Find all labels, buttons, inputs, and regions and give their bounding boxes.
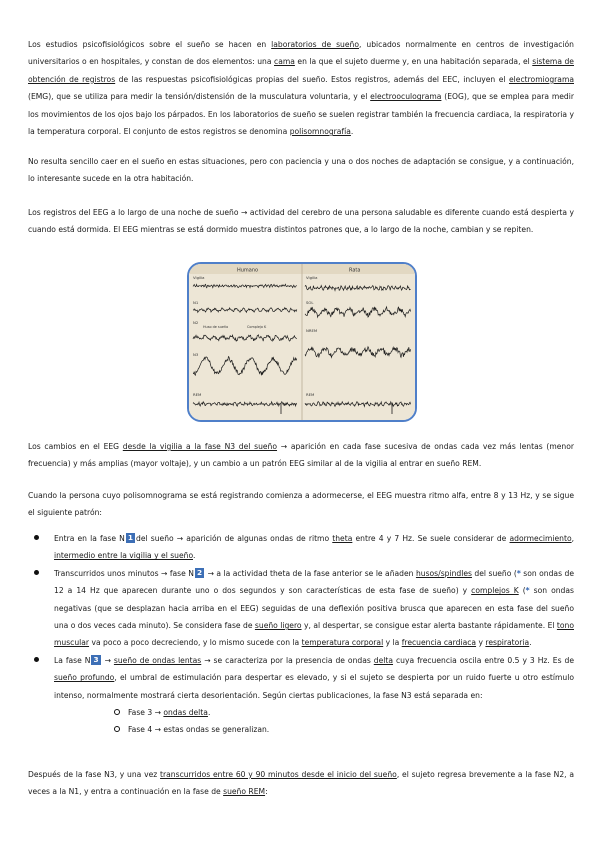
label-n2: N2 (193, 320, 199, 325)
label-vigilia: Vigilia (193, 275, 205, 280)
link-ondas-delta: ondas delta (163, 708, 208, 718)
paragraph-pattern-intro: Cuando la persona cuyo polisomnograma se está registrando comienza a adormecerse, el EEG muestra ritmo alfa, entre 8 y 13 Hz, y se sigue el siguiente patrón: (28, 491, 574, 518)
sublist-item-fase4: Fase 4 → estas ondas se generalizan. (54, 721, 574, 738)
n3-sublist (54, 704, 574, 739)
link-60-90-minutos: transcurridos entre 60 y 90 minutos desde el inicio del sueño (160, 770, 397, 779)
list-item-n3: La fase N 3 → sueño de ondas lentas → se caracteriza por la presencia de ondas delta cuya frecuencia oscila entre 0.5 y 3 Hz. Es de sueño profundo, el umbral de estimulación para despertar es elevado, y si el sujeto se despierta por un ruido fuerte u otro estímulo intenso, normalmente mostrará cierta desorientación. Según ciertas publicaciones, la fase N3 está separada en: Fase 3 → ondas delta. Fase 4 → estas ondas se generalizan. (28, 652, 574, 739)
paragraph-eeg-changes: Los cambios en el EEG desde la vigilia a la fase N3 del sueño → aparición en cada fase sucesiva de ondas cada vez más lentas (menor frecuencia) y más amplias (mayor voltaje), y un cambio a un patrón EEG similar al de la vigilia al entrar en sueño REM. (28, 442, 575, 469)
sublist-item-fase3: Fase 3 → ondas delta. (54, 704, 574, 721)
asterisk-icon: * (516, 568, 521, 578)
label-rat-nrem: NREM (306, 328, 318, 333)
paragraph-lab-studies: Los estudios psicofisiológicos sobre el sueño se hacen en laboratorios de sueño, ubicados normalmente en centros de investigación universitarios o en hospitales, y constan de dos elementos: una cama en la que el sujeto duerme y, en una habitación separada, el sistema de obtención de registros de las respuestas psicofisiológicas propias del sueño. Estos registros, además del EEC, incluyen el electromiograma (EMG), que se utiliza para medir la tensión/distensión de la musculatura voluntaria, y el electrooculograma (EOG), que se emplea para medir los movimientos de los ojos bajo los párpados. En los laboratorios de sueño se suelen registrar también la frecuencia cardiaca, la respiratoria y la temperatura corporal. El conjunto de estos registros se denomina polisomnografía. (28, 40, 574, 137)
paragraph-eeg-records: Los registros del EEG a lo largo de una noche de sueño → actividad del cerebro de una persona saludable es diferente cuando está despierta y cuando está dormida. El EEG mientras se está dormido muestra distintos patrones que, a lo largo de la noche, cambian y se repiten. (28, 208, 574, 235)
link-ondas-lentas: sueño de ondas lentas (113, 655, 202, 665)
link-vigilia-n3: desde la vigilia a la fase N3 del sueño (122, 442, 278, 451)
link-husos: husos/spindles (415, 568, 472, 578)
link-polisomnografia: polisomnografía (289, 127, 351, 137)
link-tono-muscular: tono muscular (54, 621, 574, 648)
list-item-n1: Entra en la fase N 1 del sueño → aparición de algunas ondas de ritmo theta entre 4 y 7 Hz. Se suele considerar de adormecimiento, intermedio entre la vigilia y el sueño. (28, 530, 574, 565)
paragraph-adaptation: No resulta sencillo caer en el sueño en estas situaciones, pero con paciencia y una o dos noches de adaptación se consigue, y a continuación, lo interesante sucede en la otra habitación. (28, 157, 574, 184)
label-n1: N1 (193, 300, 199, 305)
link-cama: cama (274, 57, 295, 67)
label-rat-rem: REM (306, 392, 315, 397)
label-rat-vigilia: Vigilia (306, 275, 318, 280)
link-laboratorios: laboratorios de sueño (271, 40, 359, 49)
link-sueno-ligero: sueño ligero (254, 621, 302, 631)
annotation-huso: Huso de sueño (203, 325, 229, 329)
stage-badge-2: 2 (196, 567, 203, 577)
figure-right-header: Rata (349, 267, 361, 274)
link-sueno-rem: sueño REM (223, 787, 266, 797)
link-temperatura: temperatura corporal (301, 638, 384, 648)
link-delta: delta (373, 655, 394, 665)
link-adormecimiento: adormecimiento (509, 534, 572, 543)
link-electromiograma: electromiograma (508, 74, 574, 84)
label-rat-sol: SOL (306, 300, 314, 305)
link-sistema-registros: sistema de obtención de registros (28, 57, 574, 84)
eeg-traces-image (189, 264, 415, 420)
stages-list (28, 530, 574, 739)
annotation-complejo-k: Complejo K (247, 325, 267, 329)
link-respiratoria: respiratoria (485, 638, 530, 648)
link-sueno-profundo: sueño profundo (54, 673, 115, 683)
link-theta: theta (332, 534, 353, 543)
link-intermedio: intermedio entre la vigilia y el sueño (54, 551, 193, 561)
list-item-n2: Transcurridos unos minutos → fase N 2 → a la actividad theta de la fase anterior se le añaden husos/spindles del sueño (* son ondas de 12 a 14 Hz que aparecen durante uno o dos segundos y son características de esta fase de sueño) y complejos K (* son ondas negativas (que se desplazan hacia arriba en el EEG) seguidas de una deflexión positiva brusca que aparecen en esta fase del sueño una o dos veces cada minuto). Se considera fase de sueño ligero y, al despertar, se consigue estar alerta bastante rápidamente. El tono muscular va poco a poco decreciendo, y lo mismo sucede con la temperatura corporal y la frecuencia cardiaca y respiratoria. (28, 565, 574, 652)
label-n3: N3 (193, 352, 199, 357)
asterisk-icon: * (525, 586, 530, 596)
stage-badge-1: 1 (127, 533, 133, 542)
link-electrooculograma: electrooculograma (370, 92, 442, 102)
eeg-figure (187, 262, 417, 422)
label-rem: REM (193, 392, 202, 397)
figure-left-header: Humano (237, 267, 259, 274)
stage-badge-3: 3 (93, 654, 99, 664)
link-frecuencia-cardiaca: frecuencia cardiaca (401, 638, 477, 648)
paragraph-after-n3: Después de la fase N3, y una vez transcurridos entre 60 y 90 minutos desde el inicio del sueño, el sujeto regresa brevemente a la fase N2, a veces a la N1, y entra a continuación en la fase de sueño REM: (28, 770, 575, 797)
link-complejos-k: complejos K (471, 586, 519, 596)
